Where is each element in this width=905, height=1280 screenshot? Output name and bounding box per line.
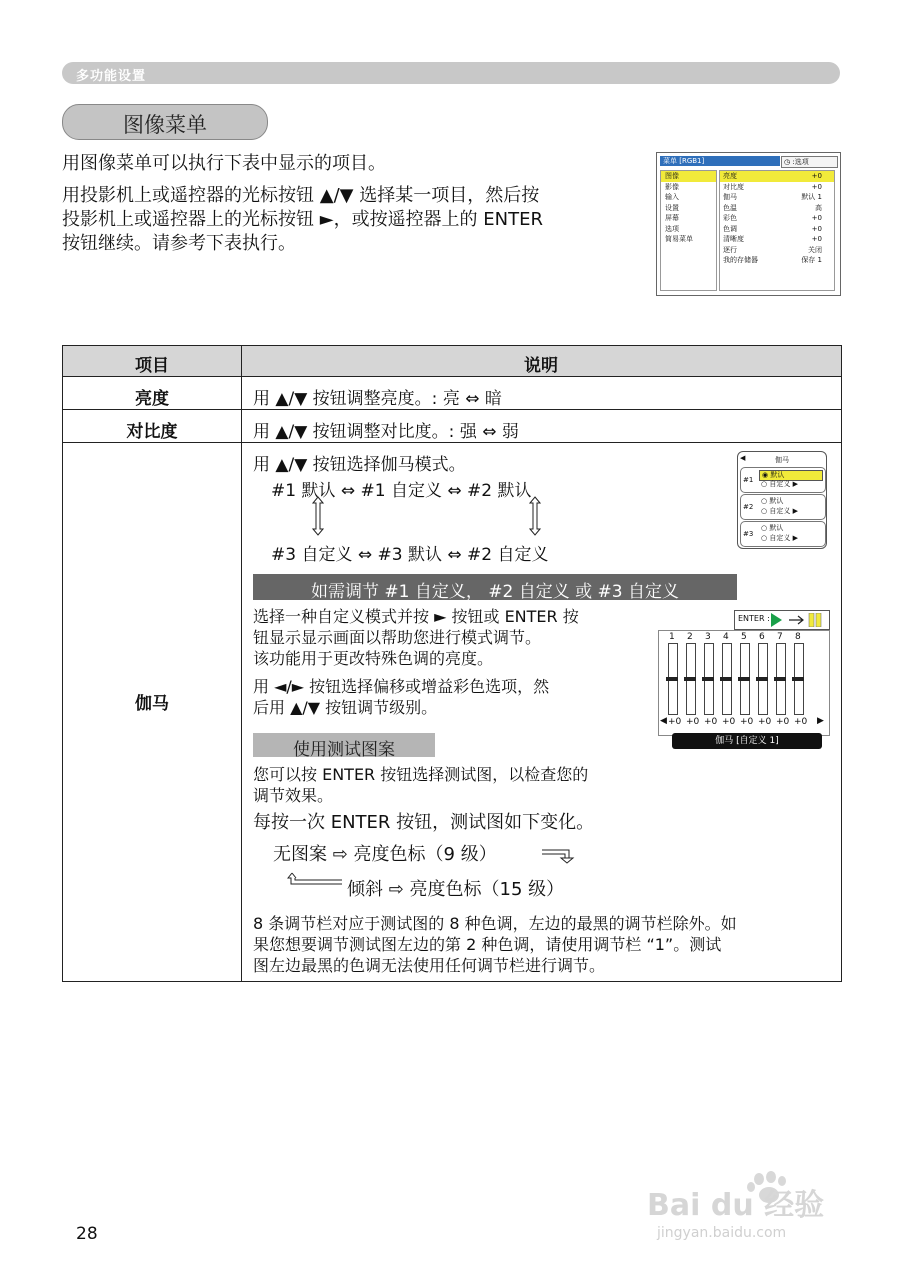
- slider-col-number: 5: [741, 632, 747, 642]
- option-label: 自定义: [769, 480, 791, 488]
- menu-right-list: [719, 170, 835, 291]
- left-triangle-icon: ◀: [660, 716, 667, 726]
- test-flow-2: 倾斜 ⇨ 亮度色标（15 级）: [347, 879, 565, 900]
- header-description: 说明: [524, 356, 558, 376]
- gamma-custom-slider-panel: [658, 610, 838, 756]
- slider-value: +0: [704, 717, 718, 727]
- menu-title: 菜单 [RGB1]: [660, 156, 780, 166]
- slider-value: +0: [776, 717, 790, 727]
- option-label: 默认: [769, 497, 784, 505]
- row-key: 色调: [723, 224, 737, 233]
- slider-track[interactable]: [722, 643, 732, 715]
- row-name-brightness: 亮度: [135, 389, 169, 409]
- slider-value: +0: [722, 717, 736, 727]
- custom-line-1: 选择一种自定义模式并按 ► 按钮或 ENTER 按: [253, 607, 579, 626]
- slider-mode-label-text: 伽马 [自定义 1]: [715, 736, 779, 746]
- menu-right-row: [720, 203, 834, 214]
- gamma-cycle-top: #1 默认 ⇔ #1 自定义 ⇔ #2 默认: [271, 481, 532, 501]
- slider-value: +0: [668, 717, 682, 727]
- row-desc-brightness: 用 ▲/▼ 按钮调整亮度。: 亮 ⇔ 暗: [253, 389, 502, 409]
- menu-option-label: ◷ :选项: [781, 156, 838, 168]
- gamma-option-custom: ○ 自定义 ▶: [761, 534, 798, 542]
- custom-line-5: 后用 ▲/▼ 按钮调节级别。: [253, 698, 438, 717]
- slider-knob[interactable]: [738, 677, 750, 681]
- slider-knob[interactable]: [756, 677, 768, 681]
- custom-line-3: 该功能用于更改特殊色调的亮度。: [253, 649, 494, 668]
- test-line-1: 您可以按 ENTER 按钮选择测试图，以检查您的: [253, 765, 589, 784]
- row-key: 逐行: [723, 245, 737, 254]
- slider-col-number: 2: [687, 632, 693, 642]
- note-line-3: 图左边最黑的色调无法使用任何调节栏进行调节。: [253, 956, 606, 975]
- row-key: 对比度: [723, 182, 744, 191]
- custom-line-2: 钮显示显示画面以帮助您进行模式调节。: [253, 628, 542, 647]
- test-line-3: 每按一次 ENTER 按钮，测试图如下变化。: [253, 812, 595, 833]
- row-key: 伽马: [723, 193, 737, 201]
- updown-arrow-icon: [312, 496, 324, 536]
- slider-mode-label: [672, 733, 822, 749]
- menu-left-item: 影像: [665, 182, 679, 191]
- paw-icon: [645, 1165, 865, 1245]
- slider-knob[interactable]: [684, 677, 696, 681]
- test-line-2: 调节效果。: [253, 786, 334, 805]
- slider-knob[interactable]: [792, 677, 804, 681]
- gamma-option-default: ○ 默认: [761, 497, 784, 505]
- gamma-option-custom: ○ 自定义 ▶: [761, 480, 798, 488]
- slider-value: +0: [758, 717, 772, 727]
- row-value: +0: [811, 182, 822, 191]
- menu-right-row: [720, 224, 834, 235]
- watermark-brand: Bai du 经验: [647, 1188, 825, 1223]
- row-value: 高: [815, 203, 822, 212]
- updown-arrow-icon: [529, 496, 541, 536]
- option-label: 自定义: [769, 507, 791, 515]
- intro-line: 按钮继续。请参考下表执行。: [62, 233, 296, 254]
- gamma-option-default: ◉ 默认: [759, 470, 823, 481]
- play-arrow-icon: [771, 613, 825, 627]
- gamma-panel-title: 伽马: [775, 456, 789, 464]
- gamma-cycle-bottom: #3 自定义 ⇔ #3 默认 ⇔ #2 自定义: [271, 545, 549, 565]
- gamma-box-number: #1: [743, 476, 754, 484]
- row-key: 我的存储器: [723, 256, 758, 264]
- row-value: +0: [811, 214, 822, 222]
- gamma-option-custom: ○ 自定义 ▶: [761, 507, 798, 515]
- row-value: +0: [811, 235, 822, 243]
- note-line-2: 果您想要调节测试图左边的第 2 种色调，请使用调节栏 “1”。测试: [253, 935, 722, 954]
- gamma-box-1: [740, 467, 826, 493]
- slider-value: +0: [686, 717, 700, 727]
- option-label: 默认: [770, 471, 785, 479]
- watermark-logo: [645, 1165, 865, 1245]
- intro-paragraph-2: [62, 184, 647, 256]
- gamma-option-default: ○ 默认: [761, 524, 784, 532]
- slider-frame: [658, 630, 830, 736]
- gamma-box-number: #2: [743, 503, 754, 511]
- slider-track[interactable]: [758, 643, 768, 715]
- page-title: 图像菜单: [123, 113, 207, 137]
- enter-box: [734, 610, 830, 630]
- intro-paragraph-1: 用图像菜单可以执行下表中显示的项目。: [62, 153, 386, 174]
- row-name-gamma: 伽马: [135, 694, 169, 714]
- slider-track[interactable]: [704, 643, 714, 715]
- section-title: 多功能设置: [76, 69, 147, 84]
- menu-left-item: 设置: [665, 203, 679, 212]
- menu-left-item: 屏幕: [665, 214, 679, 222]
- option-label: 自定义: [769, 534, 791, 542]
- back-triangle-icon: ◀: [740, 454, 746, 462]
- slider-col-number: 7: [777, 632, 783, 642]
- menu-screenshot: [656, 152, 841, 296]
- slider-col-number: 1: [669, 632, 675, 642]
- return-arrow-icon: [541, 846, 577, 864]
- back-arrow-icon: [287, 872, 343, 888]
- row-divider: [63, 442, 841, 443]
- slider-knob[interactable]: [666, 677, 678, 681]
- slider-track[interactable]: [686, 643, 696, 715]
- row-value: 保存 1: [801, 256, 822, 264]
- row-value: +0: [811, 172, 822, 180]
- menu-left-item: 简易菜单: [665, 235, 693, 243]
- slider-track[interactable]: [794, 643, 804, 715]
- menu-left-list: [660, 170, 717, 291]
- menu-right-row: [720, 182, 834, 193]
- menu-left-item: 输入: [665, 193, 679, 201]
- row-key: 亮度: [723, 172, 737, 180]
- slider-track[interactable]: [776, 643, 786, 715]
- menu-right-row: [720, 171, 834, 182]
- note-line-1: 8 条调节栏对应于测试图的 8 种色调，左边的最黑的调节栏除外。如: [253, 914, 737, 933]
- test-pattern-bar-text: 使用测试图案: [293, 740, 395, 760]
- menu-left-item: 选项: [665, 224, 679, 233]
- row-desc-contrast: 用 ▲/▼ 按钮调整对比度。: 强 ⇔ 弱: [253, 422, 519, 442]
- slider-col-number: 4: [723, 632, 729, 642]
- enter-label: ENTER :: [738, 614, 770, 623]
- slider-col-number: 8: [795, 632, 801, 642]
- custom-adjust-bar-text: 如需调节 #1 自定义， #2 自定义 或 #3 自定义: [310, 582, 679, 602]
- header-item: 项目: [135, 356, 169, 376]
- slider-col-number: 6: [759, 632, 765, 642]
- row-divider: [63, 376, 841, 377]
- menu-right-row: [720, 255, 834, 266]
- row-value: +0: [811, 224, 822, 233]
- page-number: 28: [76, 1224, 98, 1244]
- row-key: 清晰度: [723, 235, 744, 243]
- intro-line: 用投影机上或遥控器的光标按钮 ▲/▼ 选择某一项目，然后按: [62, 185, 540, 206]
- row-name-contrast: 对比度: [126, 422, 178, 442]
- slider-track[interactable]: [668, 643, 678, 715]
- row-value: 关闭: [808, 245, 822, 254]
- menu-right-row: [720, 245, 834, 256]
- intro-line: 投影机上或遥控器上的光标按钮 ►，或按遥控器上的 ENTER: [62, 209, 543, 230]
- slider-value: +0: [794, 717, 808, 727]
- menu-right-row: [720, 234, 834, 245]
- slider-col-number: 3: [705, 632, 711, 642]
- row-divider: [63, 409, 841, 410]
- test-flow-1: 无图案 ⇨ 亮度色标（9 级）: [273, 844, 497, 865]
- slider-track[interactable]: [740, 643, 750, 715]
- gamma-box-number: #3: [743, 530, 754, 538]
- page-title-pill: [62, 104, 268, 140]
- slider-knob[interactable]: [720, 677, 732, 681]
- gamma-box-3: [740, 521, 826, 547]
- menu-left-item: 图像: [661, 171, 716, 182]
- row-key: 彩色: [723, 214, 737, 222]
- option-label: 默认: [769, 524, 784, 532]
- gamma-line-1: 用 ▲/▼ 按钮选择伽马模式。: [253, 455, 466, 475]
- menu-right-row: [720, 192, 834, 203]
- custom-line-4: 用 ◄/► 按钮选择偏移或增益彩色选项，然: [253, 677, 550, 696]
- gamma-mode-panel: [737, 451, 827, 549]
- row-key: 色温: [723, 203, 737, 212]
- slider-value: +0: [740, 717, 754, 727]
- option-text: :选项: [792, 158, 809, 166]
- row-value: 默认 1: [801, 193, 822, 201]
- menu-right-row: [720, 213, 834, 224]
- test-pattern-bar: [253, 733, 435, 760]
- intro-text: [62, 152, 647, 256]
- right-triangle-icon: ▶: [817, 716, 824, 726]
- gamma-box-2: [740, 494, 826, 520]
- section-header-band: [62, 62, 840, 84]
- slider-knob[interactable]: [774, 677, 786, 681]
- custom-adjust-bar: [253, 574, 737, 600]
- watermark-url: jingyan.baidu.com: [657, 1225, 787, 1241]
- slider-knob[interactable]: [702, 677, 714, 681]
